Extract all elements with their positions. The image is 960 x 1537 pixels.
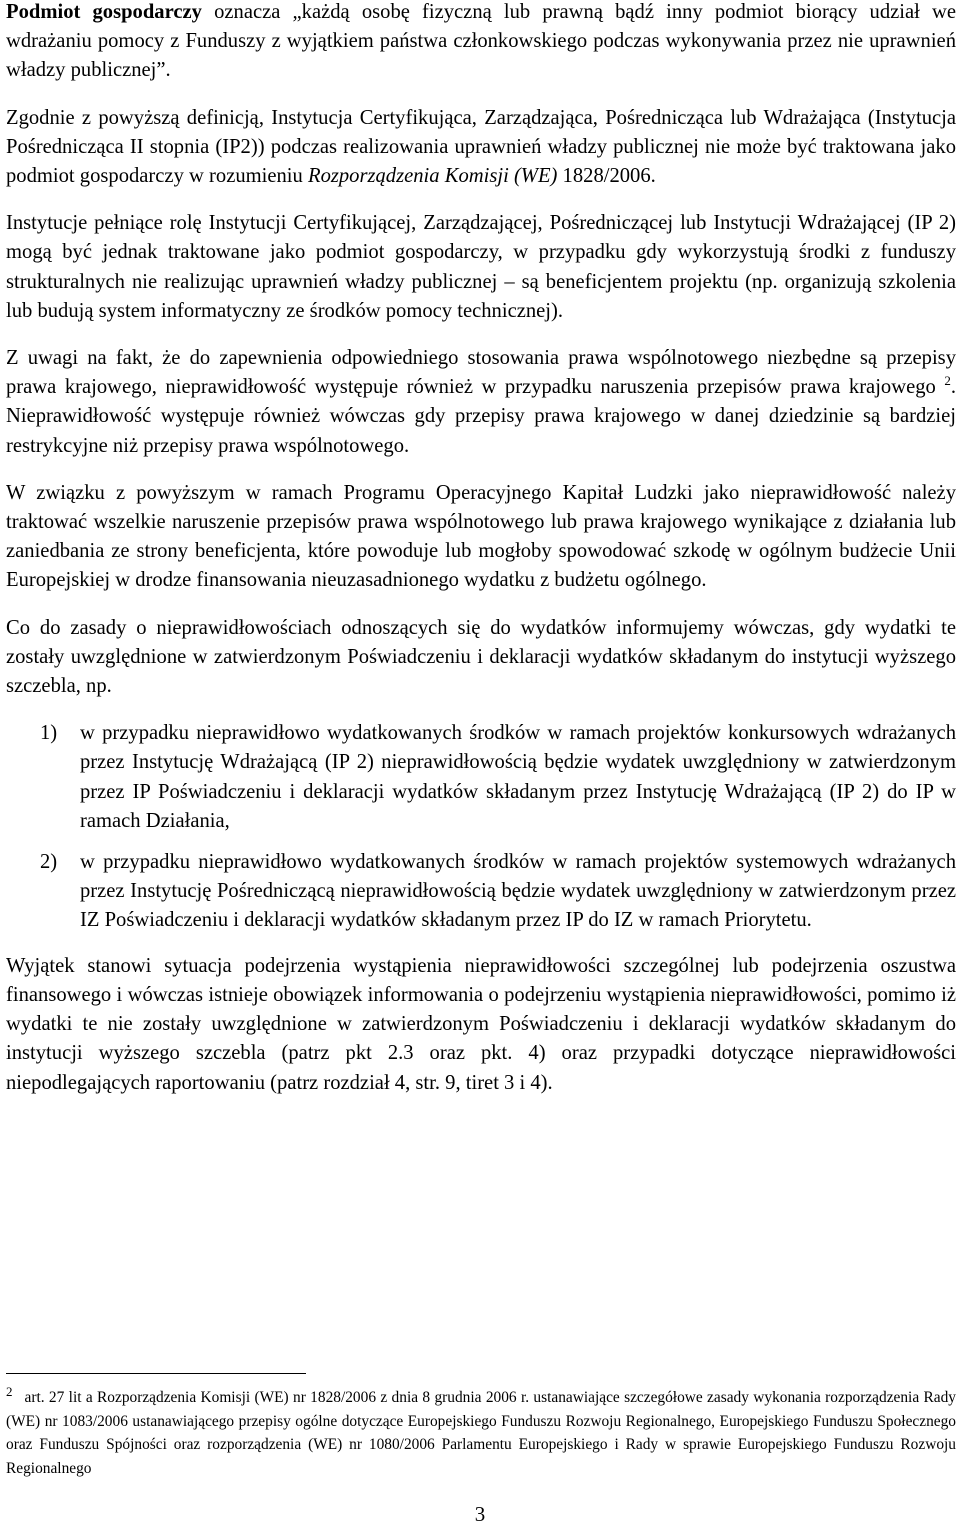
paragraph-national-law [6, 344, 956, 461]
list-item [6, 719, 956, 836]
paragraph-institutions [6, 104, 956, 192]
footnote-reference[interactable]: 2 [944, 373, 951, 389]
paragraph-text: . Nieprawidłowość występuje również wówczas gdy przepisy prawa krajowego w danej dziedzinie są bardziej restrykcyjne niż przepisy prawa wspólnotowego. [6, 376, 956, 457]
list-item-number: 1) [40, 722, 58, 745]
regulation-reference: Rozporządzenia Komisji (WE) [307, 165, 558, 188]
paragraph-text: Co do zasady o nieprawidłowościach odnoszących się do wydatków informujemy wówczas, gdy wydatki te zostały uwzględnione w zatwierdzonym Poświadczeniu i deklaracji wydatków składanym do instytucji wyższego szczebla, np. [6, 616, 956, 698]
paragraph-pokl-irregularity [6, 479, 956, 596]
paragraph-beneficiary-role [6, 209, 956, 326]
numbered-list [6, 719, 956, 935]
list-item-number: 2) [40, 851, 58, 874]
paragraph-text: Zgodnie z powyższą definicją, Instytucja Certyfikująca, Zarządzająca, Pośrednicząca lub Wdrażająca (Instytucja Pośrednicząca II stopnia (IP2)) podczas realizowania uprawnień władzy publicznej nie może być traktowana jako podmiot gospodarczy w rozumieniu [6, 106, 956, 188]
list-item-text: w przypadku nieprawidłowo wydatkowanych środków w ramach projektów systemowych wdrażanych przez Instytucję Pośredniczącą nieprawidłowością będzie wydatek uwzględniony w zatwierdzonym przez IZ Poświadczeniu i deklaracji wydatków składanym przez IP do IZ w ramach Priorytetu. [80, 851, 956, 932]
page-number: 3 [474, 1502, 486, 1526]
footnote-text: art. 27 lit a Rozporządzenia Komisji (WE) nr 1828/2006 z dnia 8 grudnia 2006 r. ustanawiające szczegółowe zasady wykonania rozporządzenia Rady (WE) nr 1083/2006 ustanawiającego przepisy ogólne dotyczące Europejskiego Funduszu Rozwoju Regionalnego, Europejskiego Funduszu Społecznego oraz Funduszu Spójności oraz rozporządzenia (WE) nr 1080/2006 Parlamentu Europejskiego i Rady w sprawie Europejskiego Funduszu Rozwoju Regionalnego [6, 1389, 956, 1477]
paragraph-text: W związku z powyższym w ramach Programu Operacyjnego Kapitał Ludzki jako nieprawidłowość należy traktować wszelkie naruszenie przepisów prawa wspólnotowego lub prawa krajowego wynikające z działania lub zaniedbania ze strony beneficjenta, które powoduje lub mogłoby spowodować szkodę w ogólnym budżecie Unii Europejskiej w drodze finansowania nieuzasadnionego wydatku z budżetu ogólnego. [6, 481, 956, 592]
footnote [6, 1386, 956, 1480]
list-item [6, 848, 956, 936]
definition-text: oznacza „każdą osobę fizyczną lub prawną bądź inny podmiot biorący udział we wdrażaniu pomocy z Funduszy z wyjątkiem państwa członkowskiego podczas wykonywania przez nie uprawnień władzy publicznej”. [6, 1, 957, 82]
paragraph-reporting-rule [6, 614, 956, 702]
list-item-text: w przypadku nieprawidłowo wydatkowanych środków w ramach projektów konkursowych wdrażanych przez Instytucję Wdrażającą (IP 2) nieprawidłowością będzie wydatek uwzględniony w zatwierdzonym przez IP Poświadczeniu i deklaracji wydatków składanym przez Instytucję Wdrażającą (IP 2) do IP w ramach Działania, [80, 722, 956, 832]
paragraph-definition [6, 0, 956, 86]
document-body [6, 0, 956, 1116]
paragraph-exception [6, 952, 956, 1098]
paragraph-text: Instytucje pełniące rolę Instytucji Certyfikującej, Zarządzającej, Pośredniczącej lub Instytucji Wdrażającej (IP 2) mogą być jednak traktowane jako podmiot gospodarczy, w przypadku gdy wykorzystują środki z funduszy strukturalnych nie realizując uprawnień władzy publicznej – są beneficjentem projektu (np. organizują szkolenia lub budują system informatyczny ze środków pomocy technicznej). [6, 212, 956, 322]
paragraph-text: Wyjątek stanowi sytuacja podejrzenia wystąpienia nieprawidłowości szczególnej lub podejrzenia oszustwa finansowego i wówczas istnieje obowiązek informowania o podejrzeniu wystąpienia nieprawidłowości, pomimo iż wydatki te nie zostały uwzględnione w zatwierdzonym Poświadczeniu i deklaracji wydatków składanym do instytucji wyższego szczebla (patrz pkt 2.3 oraz pkt. 4) oraz przypadki dotyczące nieprawidłowości niepodlegających raportowaniu (patrz rozdział 4, str. 9, tiret 3 i 4). [6, 954, 956, 1094]
defined-term: Podmiot gospodarczy [6, 1, 202, 23]
footnote-number: 2 [6, 1384, 13, 1399]
footnote-separator [6, 1373, 306, 1374]
paragraph-text: Z uwagi na fakt, że do zapewnienia odpowiedniego stosowania prawa wspólnotowego niezbędne są przepisy prawa krajowego, nieprawidłowość występuje również w przypadku naruszenia przepisów prawa krajowego [6, 347, 956, 399]
paragraph-text: 1828/2006. [557, 165, 656, 188]
